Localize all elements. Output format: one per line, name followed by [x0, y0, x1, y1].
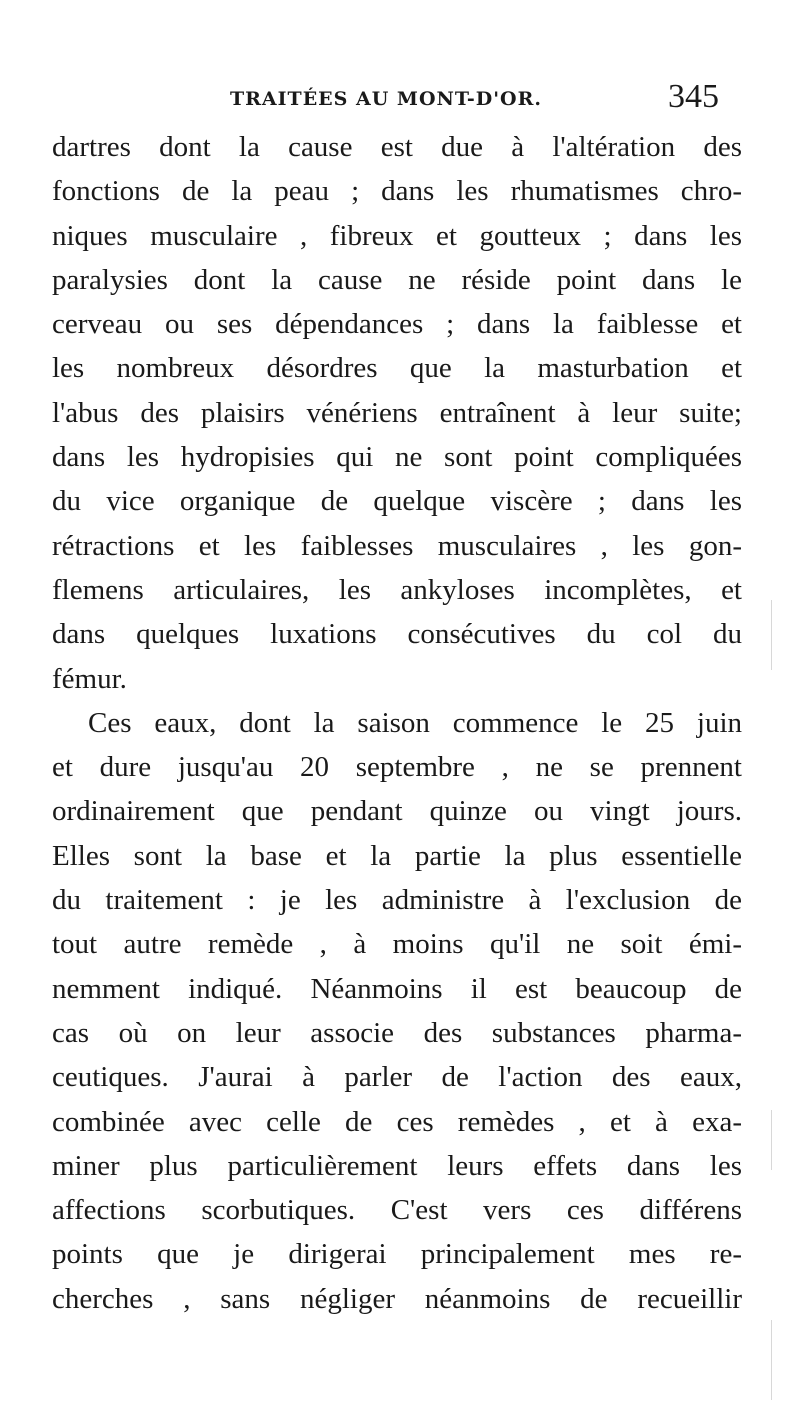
text-line: fonctions de la peau ; dans les rhumatismes chro- — [52, 175, 742, 208]
scan-edge-mark — [771, 600, 772, 670]
scan-edge-mark — [771, 1320, 772, 1400]
text-line: rétractions et les faiblesses musculaires , les gon- — [52, 529, 742, 562]
text-line: du traitement : je les administre à l'exclusion de — [52, 884, 742, 917]
text-line: l'abus des plaisirs vénériens entraînent à leur suite; — [52, 396, 742, 429]
text-line: et dure jusqu'au 20 septembre , ne se prennent — [52, 751, 742, 784]
text-line: dans quelques luxations consécutives du col du — [52, 618, 742, 651]
text-line: ordinairement que pendant quinze ou vingt jours. — [52, 795, 742, 828]
text-line: flemens articulaires, les ankyloses incomplètes, et — [52, 573, 742, 606]
text-line: tout autre remède , à moins qu'il ne soit émi- — [52, 928, 742, 961]
running-title: TRAITÉES AU MONT-D'OR. — [230, 88, 543, 110]
text-line: points que je dirigerai principalement mes re- — [52, 1238, 742, 1271]
text-line: cas où on leur associe des substances pharma- — [52, 1016, 742, 1049]
text-line: cherches , sans négliger néanmoins de recueillir — [52, 1282, 742, 1315]
text-line: paralysies dont la cause ne réside point dans le — [52, 263, 742, 296]
text-line: Elles sont la base et la partie la plus essentielle — [52, 839, 742, 872]
text-line: fémur. — [52, 662, 127, 695]
text-line: nemment indiqué. Néanmoins il est beaucoup de — [52, 972, 742, 1005]
text-line: les nombreux désordres que la masturbation et — [52, 352, 742, 385]
text-line: dans les hydropisies qui ne sont point compliquées — [52, 441, 742, 474]
text-line: Ces eaux, dont la saison commence le 25 juin — [88, 706, 742, 739]
page-number: 345 — [668, 78, 719, 115]
body-text — [52, 125, 742, 1321]
text-line: miner plus particulièrement leurs effets dans les — [52, 1149, 742, 1182]
text-line: ceutiques. J'aurai à parler de l'action des eaux, — [52, 1061, 742, 1094]
running-head — [0, 80, 801, 120]
text-line: cerveau ou ses dépendances ; dans la faiblesse et — [52, 308, 742, 341]
text-line: dartres dont la cause est due à l'altération des — [52, 131, 742, 163]
scan-edge-mark — [771, 1110, 772, 1170]
text-line: combinée avec celle de ces remèdes , et à exa- — [52, 1105, 742, 1138]
text-line: niques musculaire , fibreux et goutteux ; dans les — [52, 219, 742, 252]
text-line: du vice organique de quelque viscère ; dans les — [52, 485, 742, 518]
text-line: affections scorbutiques. C'est vers ces différens — [52, 1194, 742, 1227]
